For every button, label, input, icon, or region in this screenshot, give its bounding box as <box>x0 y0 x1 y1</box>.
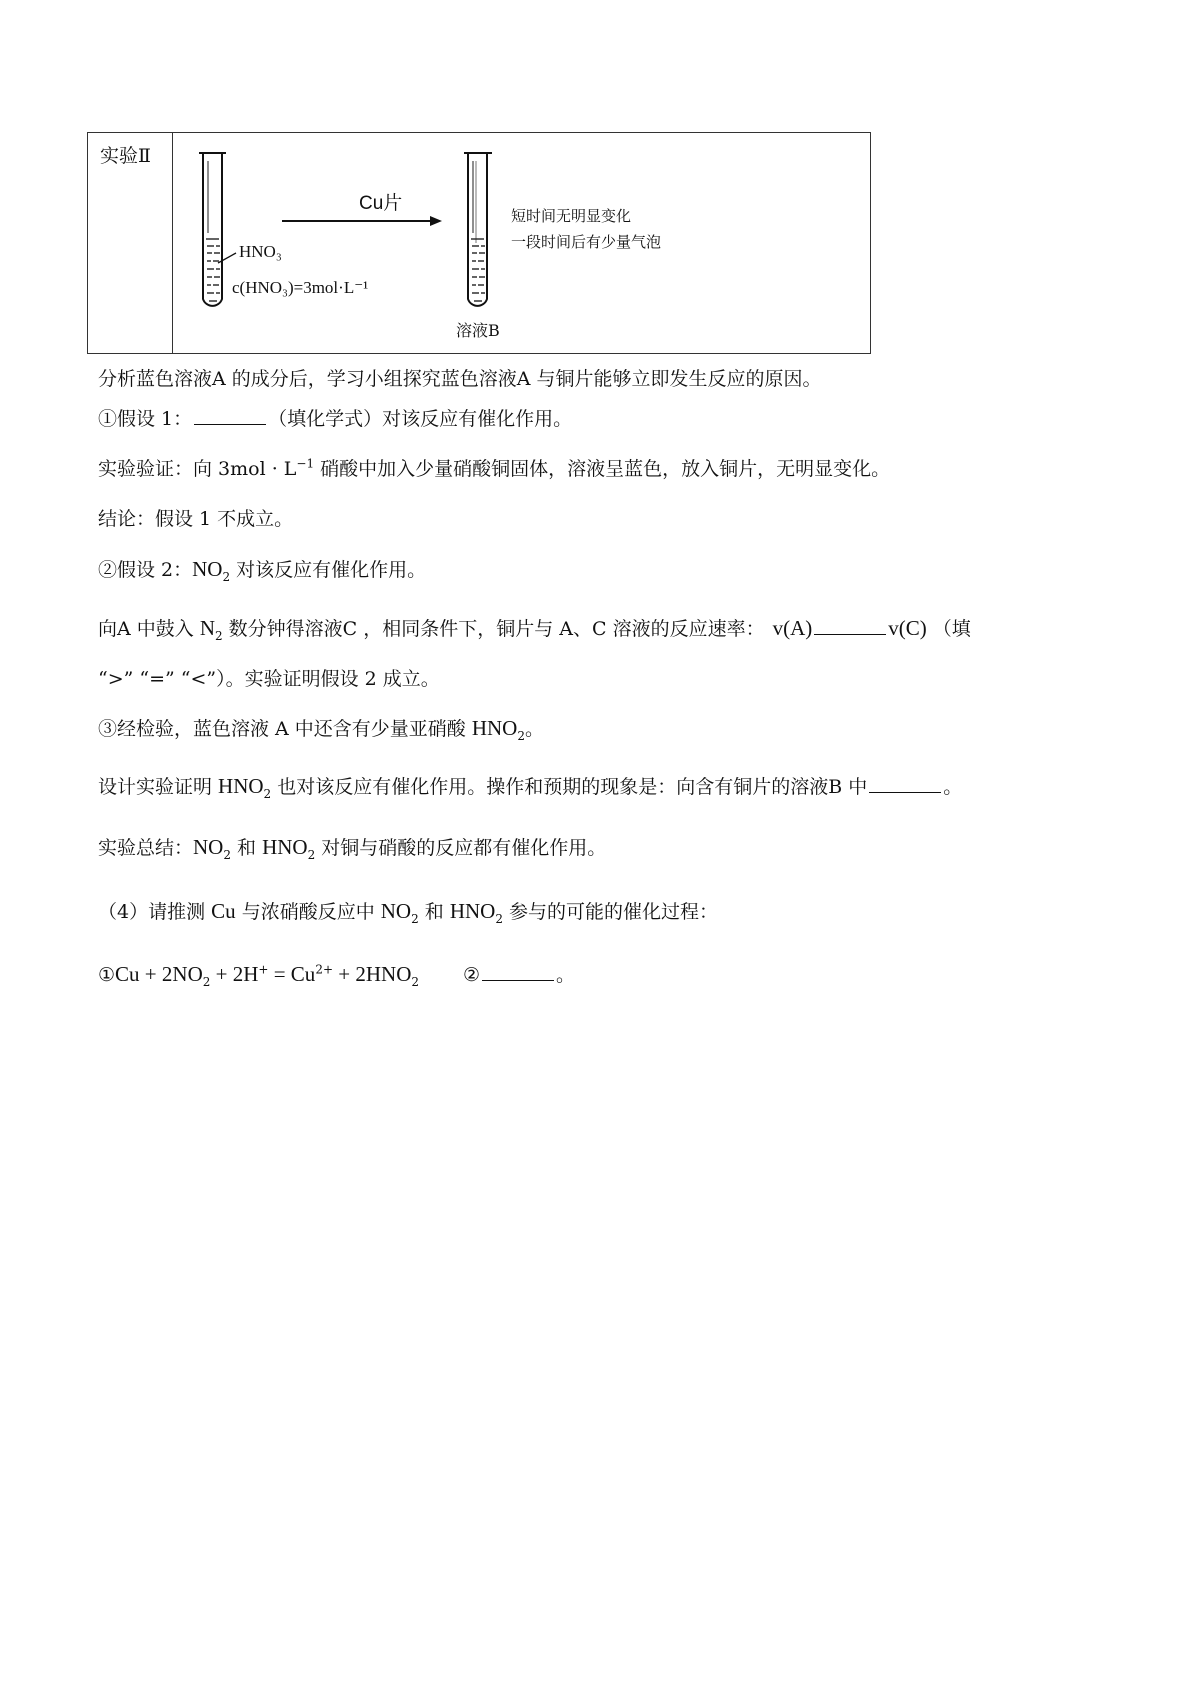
design-experiment-line <box>98 772 962 801</box>
verification-sup: −1 <box>296 456 315 471</box>
experiment-label: 实验Ⅱ <box>88 133 173 353</box>
hno2-subscript: 2 <box>517 728 525 743</box>
q4-middle: 与浓硝酸反应中 <box>235 901 381 923</box>
design-middle: 也对该反应有催化作用。操作和预期的现象是：向含有铜片的溶液B 中 <box>271 776 868 798</box>
hypothesis-1-line <box>98 404 572 431</box>
comparison-options-line: “>” “=” “<”）。实验证明假设 2 成立。 <box>98 668 440 690</box>
eq-part-1: Cu + 2NO <box>115 962 203 986</box>
fill-note: （填 <box>932 618 971 640</box>
eq-sub-2: 2 <box>411 974 419 989</box>
rate-c: v(C) <box>888 616 927 640</box>
observation-2: 一段时间后有少量气泡 <box>511 233 662 251</box>
hypothesis-2-prefix: ②假设 2： <box>98 559 193 581</box>
left-test-tube <box>199 153 236 306</box>
verification-line <box>98 454 890 481</box>
experiment-diagram-svg <box>174 133 870 353</box>
reaction-arrow <box>282 216 442 226</box>
hypothesis-2-line <box>98 555 426 584</box>
hno2-found-prefix: ③经检验，蓝色溶液 A 中还含有少量亚硝酸 <box>98 718 472 740</box>
summary-no2: NO <box>193 835 224 859</box>
hypothesis-2-suffix: 对该反应有催化作用。 <box>230 559 427 581</box>
eq-sub-1: 2 <box>202 974 211 989</box>
question-4-line <box>98 897 718 926</box>
eq-marker-1: ① <box>98 964 116 986</box>
left-tube-concentration: c(HNO₃)=3mol·L⁻¹ <box>232 278 369 297</box>
eq-suffix: 。 <box>556 964 576 986</box>
hypothesis-1-suffix: （填化学式）对该反应有催化作用。 <box>268 408 573 430</box>
hypothesis-1-prefix: ①假设 1： <box>98 408 193 430</box>
reagent-arrow-label: Cu片 <box>359 193 403 214</box>
hno2-found-line <box>98 714 544 743</box>
eq-part-2: + 2H <box>210 962 259 986</box>
answer-blank-4[interactable] <box>482 966 554 981</box>
eq-part-3: = Cu <box>268 962 316 986</box>
conclusion-line: 结论：假设 1 不成立。 <box>98 508 294 530</box>
summary-no2-sub: 2 <box>223 847 231 862</box>
paragraph-line-1: 分析蓝色溶液A 的成分后，学习小组探究蓝色溶液A 与铜片能够立即发生反应的原因。 <box>98 368 822 390</box>
observation-1: 短时间无明显变化 <box>511 207 632 225</box>
n2-prefix: 向A 中鼓入 <box>98 618 200 640</box>
left-tube-label: HNO₃ <box>239 242 282 261</box>
summary-suffix: 对铜与硝酸的反应都有催化作用。 <box>315 837 607 859</box>
no2-subscript: 2 <box>222 569 231 584</box>
hno2-formula: HNO <box>471 716 518 740</box>
q4-hno2: HNO <box>449 899 496 923</box>
experiment-diagram <box>174 133 870 353</box>
q4-no2-sub: 2 <box>411 911 419 926</box>
right-test-tube <box>464 153 492 306</box>
experiment-table <box>87 132 871 354</box>
no2-formula: NO <box>192 557 223 581</box>
design-hno2-formula: HNO <box>218 774 264 798</box>
answer-blank-3[interactable] <box>869 778 941 793</box>
q4-cu: Cu <box>211 899 236 923</box>
eq-part-4: + 2HNO <box>333 962 412 986</box>
n2-experiment-line <box>98 614 971 643</box>
q4-and: 和 <box>418 901 450 923</box>
eq-marker-2: ② <box>463 964 481 986</box>
q4-suffix: 参与的可能的催化过程： <box>502 901 719 923</box>
design-prefix: 设计实验证明 <box>98 776 219 798</box>
n2-subscript: 2 <box>214 628 223 643</box>
q4-no2: NO <box>380 899 412 923</box>
summary-hno2: HNO <box>262 835 308 859</box>
rate-a: v(A) <box>772 616 813 640</box>
right-tube-label: 溶液B <box>456 321 500 340</box>
eq-sup-2: 2+ <box>315 962 334 977</box>
design-suffix: 。 <box>943 776 963 798</box>
q4-prefix: （4）请推测 <box>98 901 212 923</box>
answer-blank-2[interactable] <box>814 620 886 635</box>
n2-middle: 数分钟得溶液C ，相同条件下，铜片与 A、C 溶液的反应速率： <box>222 618 765 640</box>
summary-hno2-sub: 2 <box>307 847 316 862</box>
verification-suffix: 硝酸中加入少量硝酸铜固体，溶液呈蓝色，放入铜片，无明显变化。 <box>314 458 891 480</box>
summary-and: 和 <box>231 837 263 859</box>
summary-line <box>98 833 606 862</box>
equation-line <box>98 960 575 989</box>
q4-hno2-sub: 2 <box>495 911 503 926</box>
verification-prefix: 实验验证：向 3mol · L <box>98 458 297 480</box>
summary-prefix: 实验总结： <box>98 837 194 859</box>
answer-blank-1[interactable] <box>194 410 266 425</box>
design-hno2-subscript: 2 <box>263 786 272 801</box>
eq-sup-1: + <box>258 962 269 977</box>
hno2-found-suffix: 。 <box>524 718 544 740</box>
n2-formula: N <box>199 616 215 640</box>
